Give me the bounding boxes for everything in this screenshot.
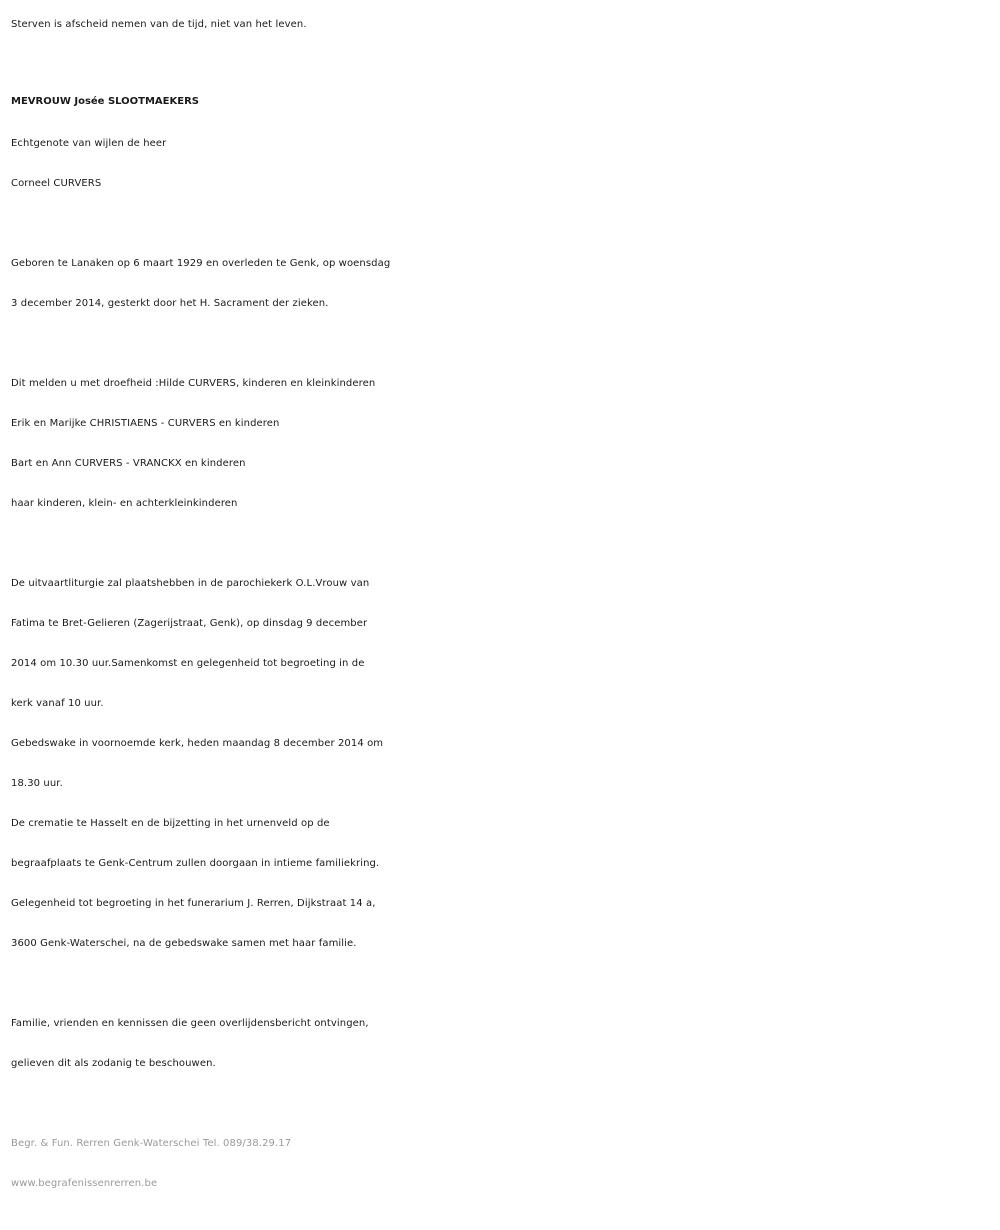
ceremony-line: begraafplaats te Genk-Centrum zullen doorgaan in intieme familiekring. bbox=[11, 858, 380, 869]
ceremony-line: 18.30 uur. bbox=[11, 778, 63, 789]
spacer bbox=[11, 324, 996, 364]
notice-line: gelieven dit als zodanig te beschouwen. bbox=[11, 1058, 216, 1069]
spouse-line: Echtgenote van wijlen de heer bbox=[11, 138, 167, 149]
website-link[interactable]: www.begrafenissenrerren.be bbox=[11, 1178, 158, 1189]
footer bbox=[11, 1124, 996, 1204]
family-line: Bart en Ann CURVERS - VRANCKX en kinderen bbox=[11, 458, 246, 469]
family-line: Dit melden u met droefheid :Hilde CURVERS, kinderen en kleinkinderen bbox=[11, 378, 376, 389]
ceremony-line: De uitvaartliturgie zal plaatshebben in de parochiekerk O.L.Vrouw van bbox=[11, 578, 370, 589]
ceremony-line: Gebedswake in voornoemde kerk, heden maandag 8 december 2014 om bbox=[11, 738, 384, 749]
ceremony-line: kerk vanaf 10 uur. bbox=[11, 698, 104, 709]
spouse-line: Corneel CURVERS bbox=[11, 178, 102, 189]
funeral-home-info: Begr. & Fun. Rerren Genk-Waterschei Tel. 089/38.29.17 bbox=[11, 1138, 292, 1149]
spacer bbox=[11, 964, 996, 1004]
ceremony-section bbox=[11, 564, 996, 964]
spouse-section bbox=[11, 124, 996, 204]
birth-death-line: 3 december 2014, gesterkt door het H. Sacrament der zieken. bbox=[11, 298, 329, 309]
birth-death-line: Geboren te Lanaken op 6 maart 1929 en overleden te Genk, op woensdag bbox=[11, 258, 391, 269]
notice-line: Familie, vrienden en kennissen die geen overlijdensbericht ontvingen, bbox=[11, 1018, 369, 1029]
obituary-document bbox=[11, 0, 996, 1204]
ceremony-line: De crematie te Hasselt en de bijzetting in het urnenveld op de bbox=[11, 818, 330, 829]
birth-death-section bbox=[11, 244, 996, 324]
family-line: Erik en Marijke CHRISTIAENS - CURVERS en kinderen bbox=[11, 418, 280, 429]
ceremony-line: 2014 om 10.30 uur.Samenkomst en gelegenheid tot begroeting in de bbox=[11, 658, 365, 669]
spacer bbox=[11, 1084, 996, 1124]
family-line: haar kinderen, klein- en achterkleinkinderen bbox=[11, 498, 238, 509]
ceremony-line: Gelegenheid tot begroeting in het funerarium J. Rerren, Dijkstraat 14 a, bbox=[11, 898, 376, 909]
ceremony-line: 3600 Genk-Waterschei, na de gebedswake samen met haar familie. bbox=[11, 938, 357, 949]
ceremony-line: Fatima te Bret-Gelieren (Zagerijstraat, Genk), op dinsdag 9 december bbox=[11, 618, 368, 629]
spacer bbox=[11, 204, 996, 244]
deceased-name: MEVROUW Josée SLOOTMAEKERS bbox=[11, 96, 199, 107]
family-section bbox=[11, 364, 996, 524]
spacer bbox=[11, 524, 996, 564]
notice-section bbox=[11, 1004, 996, 1084]
opening-quote: Sterven is afscheid nemen van de tijd, niet van het leven. bbox=[11, 19, 307, 30]
